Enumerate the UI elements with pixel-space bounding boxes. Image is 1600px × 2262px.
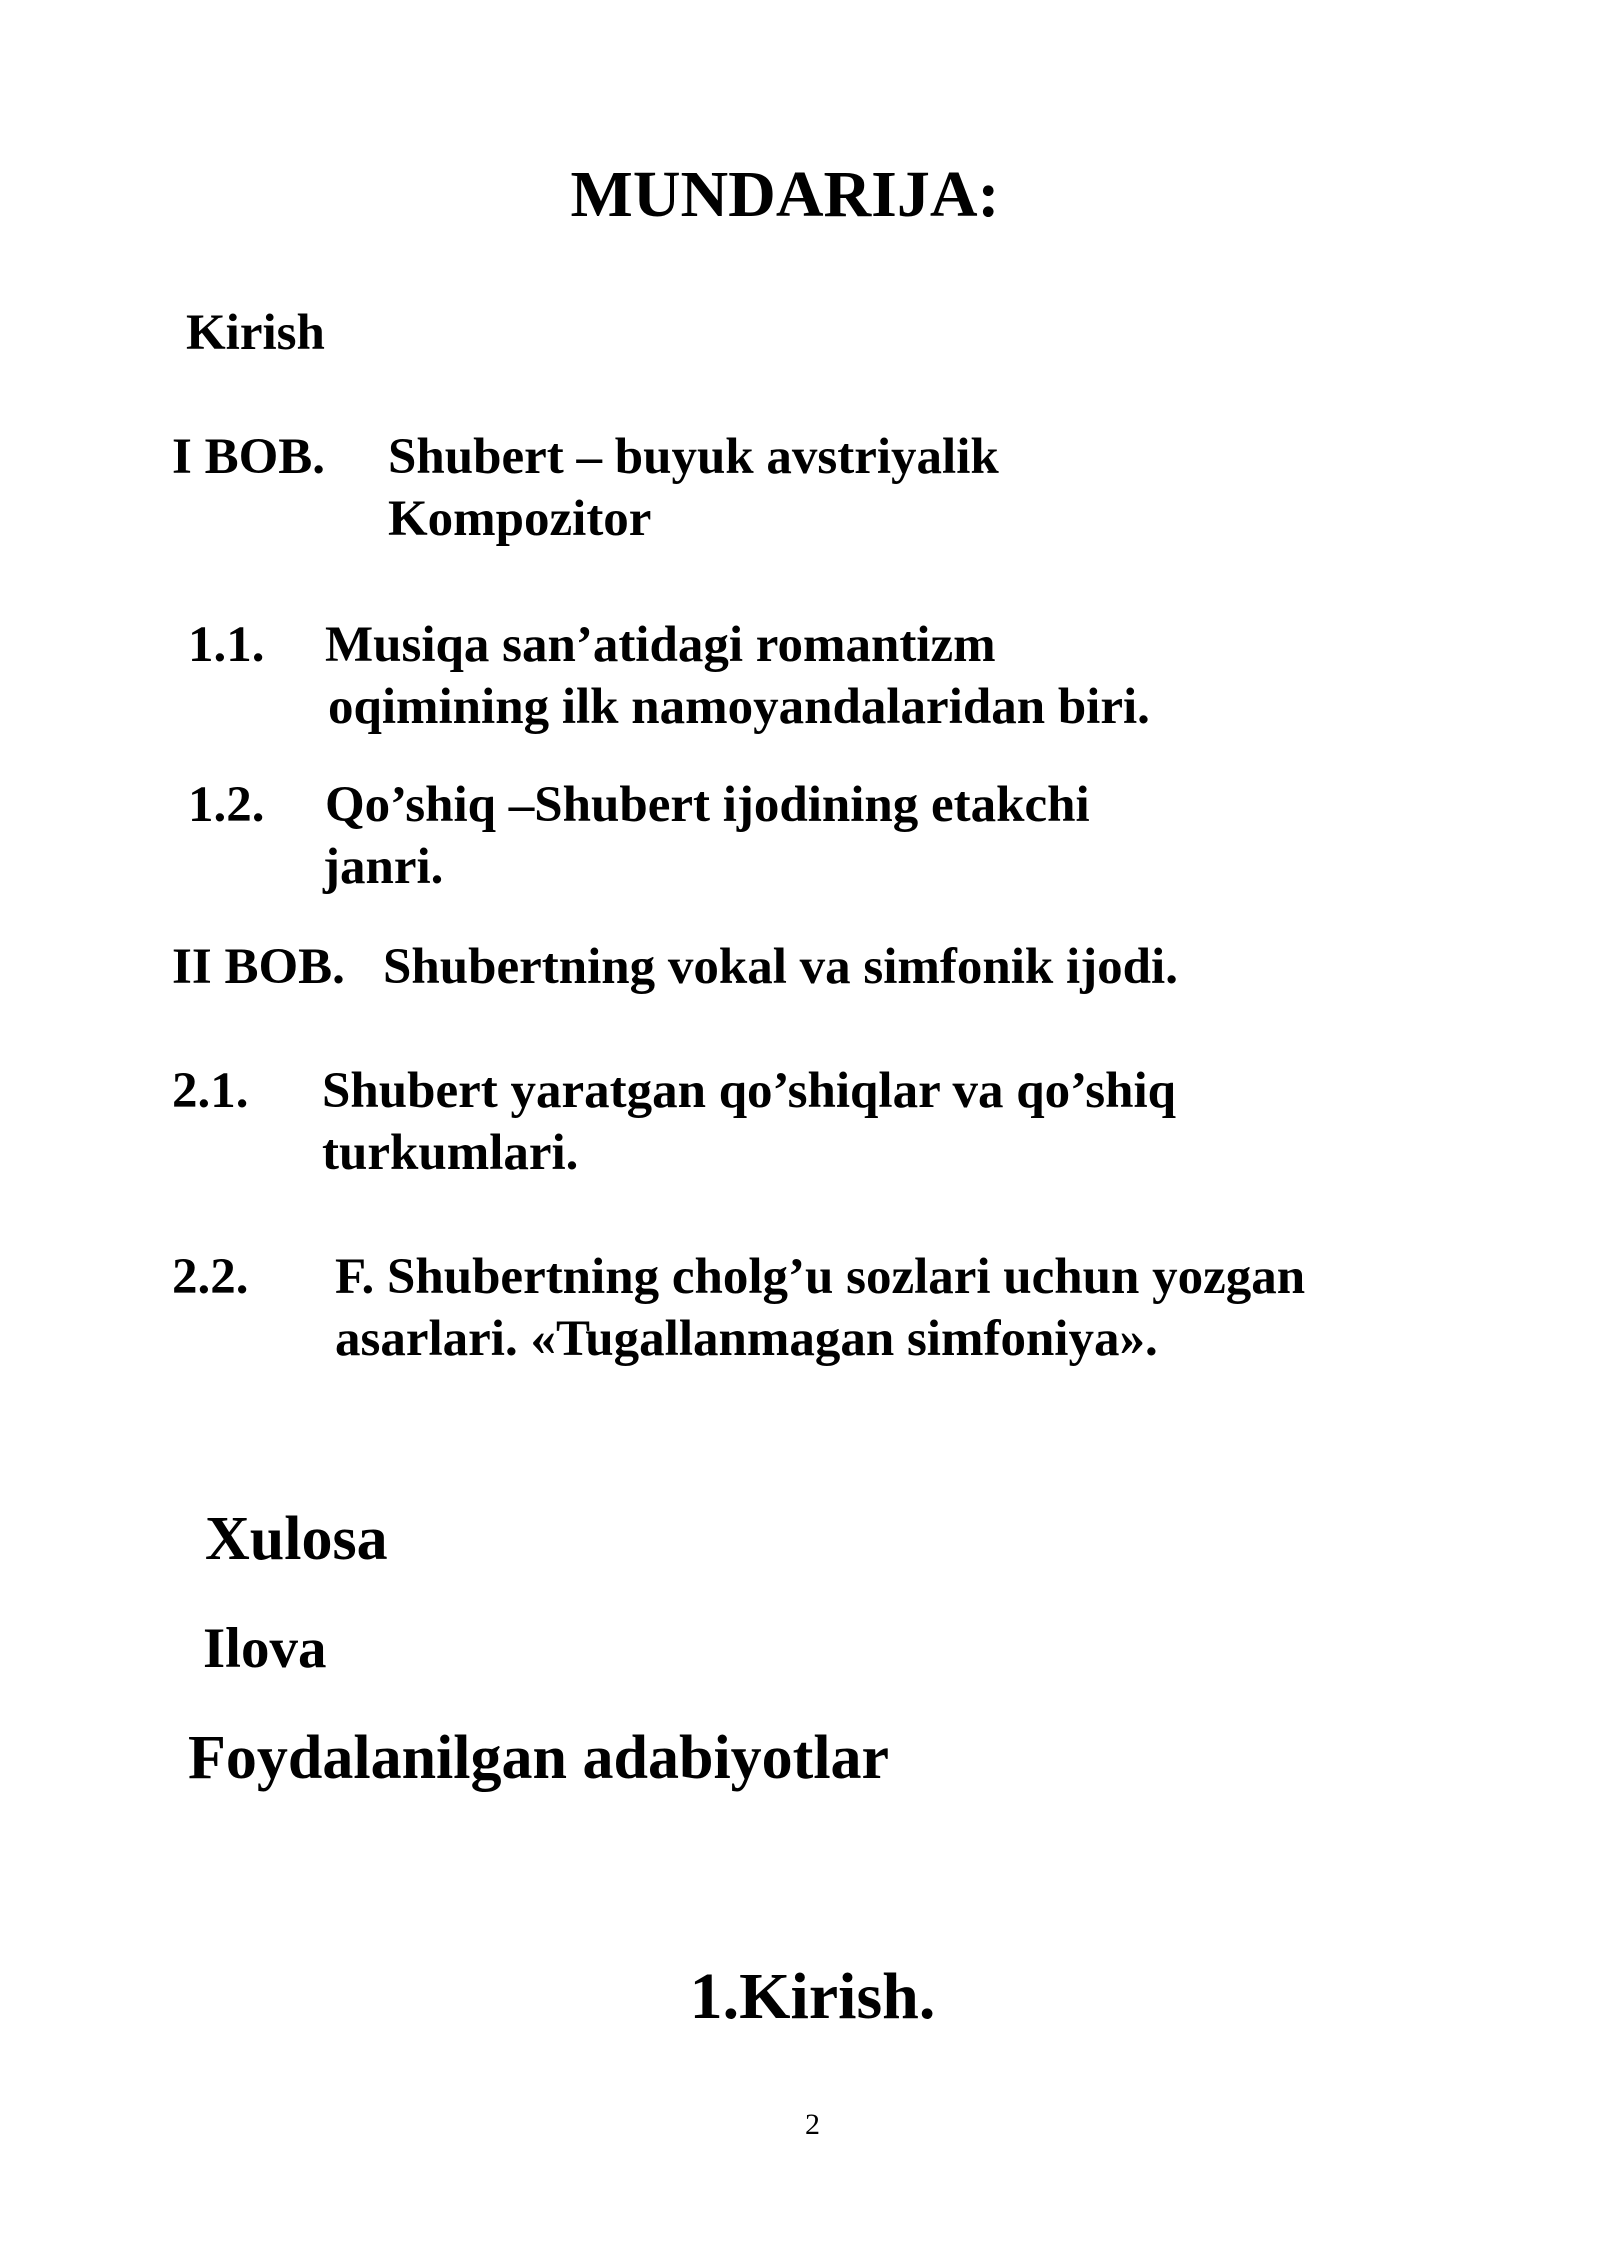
chapter-2-number: II BOB. — [172, 939, 345, 995]
section-1-1-title-line-2: oqimining ilk namoyandalaridan biri. — [328, 679, 1150, 735]
section-2-2-title-line-2: asarlari. «Tugallanmagan simfoniya». — [335, 1311, 1158, 1367]
toc-item-introduction: Kirish — [186, 305, 325, 361]
chapter-2-title: Shubertning vokal va simfonik ijodi. — [383, 939, 1178, 995]
section-2-1-title-line-2: turkumlari. — [322, 1125, 579, 1181]
section-1-2-title-line-1: Qo’shiq –Shubert ijodining etakchi — [325, 777, 1090, 833]
section-2-1-number: 2.1. — [172, 1063, 249, 1119]
toc-title: MUNDARIJA: — [570, 158, 1000, 231]
section-heading-introduction: 1.Kirish. — [689, 1960, 936, 2033]
toc-item-conclusion: Xulosa — [205, 1505, 388, 1573]
toc-item-references: Foydalanilgan adabiyotlar — [188, 1724, 890, 1792]
section-2-2-title-line-1: F. Shubertning cholg’u sozlari uchun yozgan — [335, 1249, 1306, 1305]
chapter-1-number: I BOB. — [172, 429, 326, 485]
section-2-1-title-line-1: Shubert yaratgan qo’shiqlar va qo’shiq — [322, 1063, 1176, 1119]
toc-item-appendix: Ilova — [203, 1617, 327, 1680]
section-2-2-number: 2.2. — [172, 1249, 249, 1305]
chapter-1-title-line-1: Shubert – buyuk avstriyalik — [388, 429, 999, 485]
section-1-2-title-line-2: janri. — [323, 839, 444, 895]
page-number: 2 — [805, 2108, 820, 2141]
section-1-1-number: 1.1. — [188, 617, 265, 673]
section-1-1-title-line-1: Musiqa san’atidagi romantizm — [325, 617, 996, 673]
chapter-1-title-line-2: Kompozitor — [388, 491, 652, 547]
section-1-2-number: 1.2. — [188, 777, 265, 833]
